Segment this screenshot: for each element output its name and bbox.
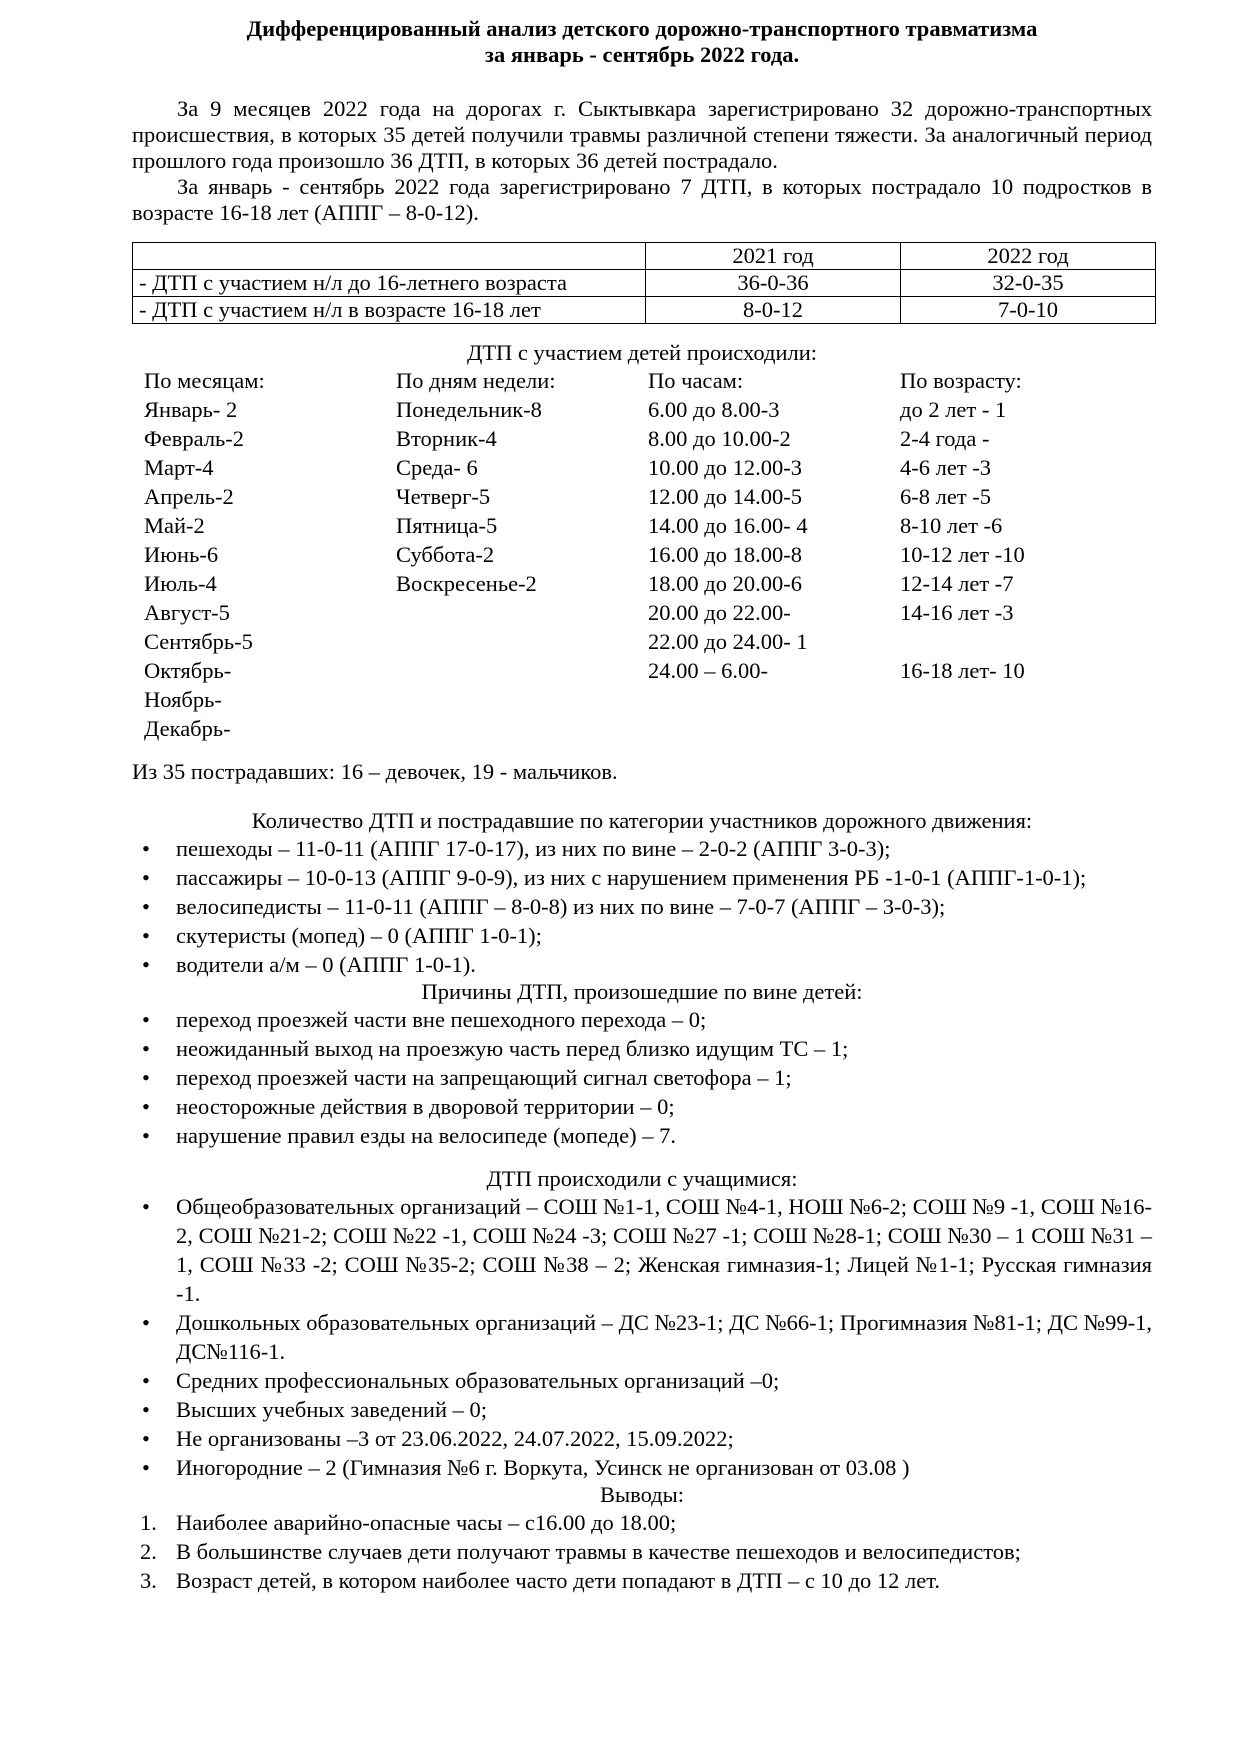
list-item	[132, 950, 1152, 979]
list-item	[132, 1092, 1152, 1121]
weekday-stat: Понедельник-8	[396, 397, 542, 422]
conclusions-heading: Выводы:	[599, 1481, 684, 1507]
month-stat: Февраль-2	[144, 426, 245, 451]
list-item	[132, 1424, 1152, 1453]
list-item-text: велосипедисты – 11-0-11 (АППГ – 8-0-8) из них по вине – 7-0-7 (АППГ – 3-0-3);	[176, 893, 946, 919]
hours-column	[648, 366, 900, 743]
bullet-icon: •	[142, 893, 150, 919]
table-header-row	[133, 243, 1156, 270]
hour-stat: 22.00 до 24.00- 1	[648, 629, 808, 654]
month-stat: Декабрь-	[144, 716, 231, 741]
list-item-text: переход проезжей части вне пешеходного перехода – 0;	[176, 1006, 707, 1032]
hour-stat: 24.00 – 6.00-	[648, 658, 768, 683]
bullet-icon: •	[142, 922, 150, 948]
months-column	[144, 366, 396, 743]
list-item	[132, 1366, 1152, 1395]
hour-stat: 20.00 до 22.00-	[648, 600, 791, 625]
month-column-heading: По месяцам:	[144, 368, 265, 393]
categories-list	[132, 834, 1152, 979]
hour-column-heading: По часам:	[648, 368, 744, 393]
conclusion-text: В большинстве случаев дети получают травмы в качестве пешеходов и велосипедистов;	[176, 1538, 1021, 1564]
hour-stat: 8.00 до 10.00-2	[648, 426, 791, 451]
month-stat: Ноябрь-	[144, 687, 222, 712]
list-item	[132, 921, 1152, 950]
hour-stat: 10.00 до 12.00-3	[648, 455, 802, 480]
list-item-text: Дошкольных образовательных организаций – ДС №23-1; ДС №66-1; Прогимназия №81-1; ДС №99-1, ДС№116-1.	[176, 1309, 1152, 1364]
stats-heading: ДТП с участием детей происходили:	[466, 340, 818, 365]
list-item-text: пассажиры – 10-0-13 (АППГ 9-0-9), из них с нарушением применения РБ -1-0-1 (АППГ-1-0-1);	[176, 864, 1087, 890]
table-header-cell: 2022 год	[901, 243, 1156, 270]
month-stat: Июнь-6	[144, 542, 219, 567]
month-stat: Май-2	[144, 513, 205, 538]
list-item-text: неосторожные действия в дворовой территории – 0;	[176, 1093, 675, 1119]
list-item	[132, 1034, 1152, 1063]
list-item-text: нарушение правил езды на велосипеде (мопеде) – 7.	[176, 1122, 676, 1148]
item-number: 2.	[140, 1538, 157, 1564]
list-item	[132, 1192, 1152, 1308]
hour-stat: 16.00 до 18.00-8	[648, 542, 802, 567]
table-cell: 32-0-35	[901, 270, 1156, 297]
table-row	[133, 270, 1156, 297]
victims-summary: Из 35 пострадавших: 16 – девочек, 19 - мальчиков.	[132, 759, 618, 784]
conclusion-text: Наиболее аварийно-опасные часы – с16.00 до 18.00;	[176, 1509, 677, 1535]
weekday-stat: Вторник-4	[396, 426, 497, 451]
list-item-text: Высших учебных заведений – 0;	[176, 1396, 488, 1422]
age-stat: 14-16 лет -3	[900, 600, 1014, 625]
list-item	[132, 1453, 1152, 1482]
intro-paragraph-2: За январь - сентябрь 2022 года зарегистрировано 7 ДТП, в которых пострадало 10 подростков в возрасте 16-18 лет (АППГ – 8-0-12).	[132, 174, 1152, 225]
conclusion-item	[132, 1566, 1152, 1595]
weekday-stat: Воскресенье-2	[396, 571, 537, 596]
conclusion-item	[132, 1537, 1152, 1566]
bullet-icon: •	[142, 1122, 150, 1148]
bullet-icon: •	[142, 1193, 150, 1219]
month-stat: Сентябрь-5	[144, 629, 253, 654]
comparison-table	[132, 242, 1156, 324]
table-header-cell	[133, 243, 646, 270]
list-item-text: переход проезжей части на запрещающий сигнал светофора – 1;	[176, 1064, 792, 1090]
bullet-icon: •	[142, 1454, 150, 1480]
schools-heading: ДТП происходили с учащимися:	[486, 1165, 798, 1191]
document-title-line-1: Дифференцированный анализ детского дорожно-транспортного травматизма	[246, 16, 1038, 41]
table-cell: 7-0-10	[901, 297, 1156, 324]
table-cell: - ДТП с участием н/л до 16-летнего возраста	[133, 270, 646, 297]
age-stat: 8-10 лет -6	[900, 513, 1003, 538]
list-item-text: водители а/м – 0 (АППГ 1-0-1).	[176, 951, 476, 977]
table-row	[133, 297, 1156, 324]
schools-list	[132, 1192, 1152, 1482]
hour-stat: 6.00 до 8.00-3	[648, 397, 780, 422]
bullet-icon: •	[142, 864, 150, 890]
weekday-stat: Пятница-5	[396, 513, 498, 538]
bullet-icon: •	[142, 1064, 150, 1090]
causes-heading: Причины ДТП, произошедшие по вине детей:	[421, 978, 863, 1004]
weekday-column-heading: По дням недели:	[396, 368, 556, 393]
age-stat: 4-6 лет -3	[900, 455, 992, 480]
item-number: 3.	[140, 1567, 157, 1593]
list-item-text: пешеходы – 11-0-11 (АППГ 17-0-17), из них по вине – 2-0-2 (АППГ 3-0-3);	[176, 835, 891, 861]
bullet-icon: •	[142, 1425, 150, 1451]
bullet-icon: •	[142, 1093, 150, 1119]
age-stat: 16-18 лет- 10	[900, 658, 1025, 683]
list-item	[132, 1005, 1152, 1034]
document-title-line-2: за январь - сентябрь 2022 года.	[484, 42, 800, 67]
list-item-text: Иногородние – 2 (Гимназия №6 г. Воркута, Усинск не организован от 03.08 )	[176, 1454, 910, 1480]
item-number: 1.	[140, 1509, 157, 1535]
table-cell: - ДТП с участием н/л в возрасте 16-18 лет	[133, 297, 646, 324]
month-stat: Июль-4	[144, 571, 217, 596]
weekday-stat: Среда- 6	[396, 455, 478, 480]
causes-list	[132, 1005, 1152, 1150]
list-item-text: Общеобразовательных организаций – СОШ №1-1, СОШ №4-1, НОШ №6-2; СОШ №9 -1, СОШ №16-2, СОШ №21-2; СОШ №22 -1, СОШ №24 -3; СОШ №27 -1; СОШ №28-1; СОШ №30 – 1 СОШ №31 – 1, СОШ №33 -2; СОШ №35-2; СОШ №38 – 2; Женская гимназия-1; Лицей №1-1; Русская гимназия -1.	[176, 1193, 1152, 1306]
month-stat: Март-4	[144, 455, 214, 480]
stats-columns	[144, 366, 1152, 743]
weekdays-column	[396, 366, 648, 743]
age-stat	[900, 627, 1152, 656]
list-item	[132, 863, 1152, 892]
intro-paragraph-1: За 9 месяцев 2022 года на дорогах г. Сыктывкара зарегистрировано 32 дорожно-транспортных происшествия, в которых 35 детей получили травмы различной степени тяжести. За аналогичный период прошлого года произошло 36 ДТП, в которых 36 детей пострадало.	[132, 96, 1152, 173]
categories-heading: Количество ДТП и пострадавшие по категории участников дорожного движения:	[251, 807, 1033, 833]
list-item	[132, 892, 1152, 921]
month-stat: Октябрь-	[144, 658, 232, 683]
bullet-icon: •	[142, 1309, 150, 1335]
table-header-cell: 2021 год	[646, 243, 901, 270]
list-item	[132, 1121, 1152, 1150]
conclusions-list	[132, 1508, 1152, 1595]
list-item	[132, 1395, 1152, 1424]
age-stat: 6-8 лет -5	[900, 484, 992, 509]
weekday-stat: Четверг-5	[396, 484, 491, 509]
list-item-text: скутеристы (мопед) – 0 (АППГ 1-0-1);	[176, 922, 542, 948]
age-stat: 10-12 лет -10	[900, 542, 1025, 567]
table-cell: 36-0-36	[646, 270, 901, 297]
conclusion-text: Возраст детей, в котором наиболее часто дети попадают в ДТП – с 10 до 12 лет.	[176, 1567, 940, 1593]
bullet-icon: •	[142, 835, 150, 861]
age-stat: 2-4 года -	[900, 426, 990, 451]
month-stat: Август-5	[144, 600, 230, 625]
ages-column	[900, 366, 1152, 743]
table-cell: 8-0-12	[646, 297, 901, 324]
hour-stat: 12.00 до 14.00-5	[648, 484, 802, 509]
list-item-text: неожиданный выход на проезжую часть перед близко идущим ТС – 1;	[176, 1035, 849, 1061]
list-item-text: Средних профессиональных образовательных организаций –0;	[176, 1367, 780, 1393]
list-item	[132, 1308, 1152, 1366]
bullet-icon: •	[142, 1035, 150, 1061]
list-item	[132, 1063, 1152, 1092]
bullet-icon: •	[142, 1396, 150, 1422]
bullet-icon: •	[142, 1006, 150, 1032]
list-item-text: Не организованы –3 от 23.06.2022, 24.07.2022, 15.09.2022;	[176, 1425, 734, 1451]
list-item	[132, 834, 1152, 863]
conclusion-item	[132, 1508, 1152, 1537]
month-stat: Январь- 2	[144, 397, 238, 422]
hour-stat: 14.00 до 16.00- 4	[648, 513, 808, 538]
hour-stat: 18.00 до 20.00-6	[648, 571, 802, 596]
weekday-stat: Суббота-2	[396, 542, 495, 567]
bullet-icon: •	[142, 1367, 150, 1393]
bullet-icon: •	[142, 951, 150, 977]
age-stat: 12-14 лет -7	[900, 571, 1014, 596]
month-stat: Апрель-2	[144, 484, 234, 509]
age-stat: до 2 лет - 1	[900, 397, 1007, 422]
document-page	[132, 16, 1152, 1595]
age-column-heading: По возрасту:	[900, 368, 1022, 393]
